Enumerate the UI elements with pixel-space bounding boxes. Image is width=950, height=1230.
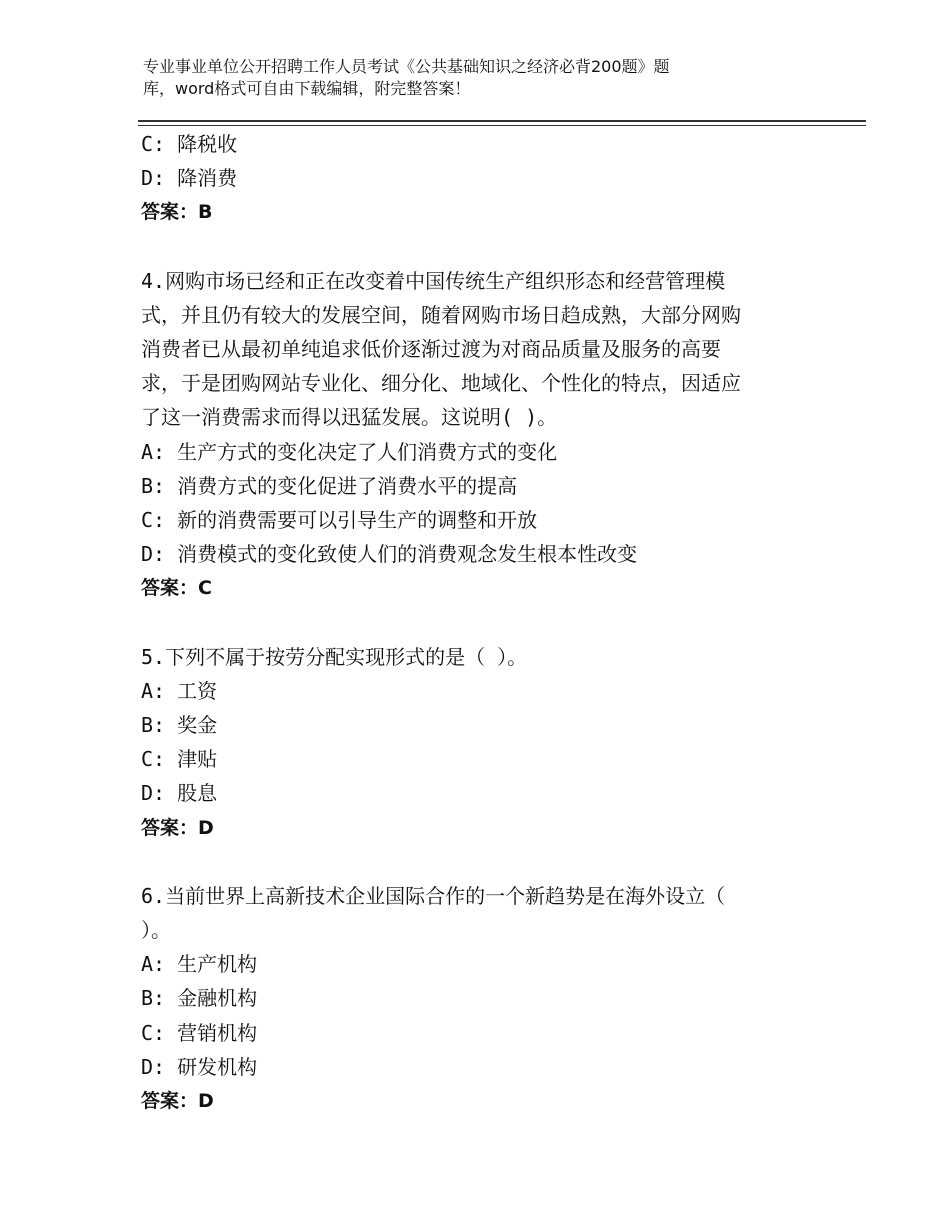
option-c: C: 新的消费需要可以引导生产的调整和开放 xyxy=(141,508,538,533)
header-rule-thick xyxy=(138,120,866,122)
question-stem-line: 6.当前世界上高新技术企业国际合作的一个新趋势是在海外设立（ xyxy=(141,883,726,908)
option-b: B: 消费方式的变化促进了消费水平的提高 xyxy=(141,473,518,498)
question-3-tail xyxy=(141,127,811,230)
question-6 xyxy=(141,879,811,1118)
page-header xyxy=(143,56,783,100)
answer-line: 答案：B xyxy=(141,201,213,224)
answer-line: 答案：D xyxy=(141,816,214,839)
question-stem-line: 5.下列不属于按劳分配实现形式的是（ ）。 xyxy=(141,644,528,669)
question-stem-line: 4.网购市场已经和正在改变着中国传统生产组织形态和经营管理模 xyxy=(141,268,726,293)
option-c: C: 营销机构 xyxy=(141,1020,258,1045)
question-stem-line: 式，并且仍有较大的发展空间，随着网购市场日趋成熟，大部分网购 xyxy=(141,302,741,327)
option-d: D: 消费模式的变化致使人们的消费观念发生根本性改变 xyxy=(141,542,638,567)
spacer xyxy=(141,606,811,640)
document-body xyxy=(141,127,811,1118)
option-d: D: 降消费 xyxy=(141,166,238,191)
option-b: B: 金融机构 xyxy=(141,986,258,1011)
option-a: A: 工资 xyxy=(141,678,218,703)
spacer xyxy=(141,230,811,264)
header-rule-thin xyxy=(138,125,866,126)
header-line-1: 专业事业单位公开招聘工作人员考试《公共基础知识之经济必背200题》题 xyxy=(143,57,670,76)
spacer xyxy=(141,845,811,879)
header-line-2: 库，word格式可自由下载编辑，附完整答案！ xyxy=(143,79,471,98)
question-stem-line: 消费者已从最初单纯追求低价逐渐过渡为对商品质量及服务的高要 xyxy=(141,337,721,362)
option-c: C: 津贴 xyxy=(141,747,218,772)
option-a: A: 生产方式的变化决定了人们消费方式的变化 xyxy=(141,439,558,464)
question-stem-line: 求，于是团购网站专业化、细分化、地域化、个性化的特点，因适应 xyxy=(141,371,741,396)
question-stem-line: ）。 xyxy=(141,918,171,943)
question-stem-line: 了这一消费需求而得以迅猛发展。这说明( )。 xyxy=(141,405,558,430)
option-d: D: 股息 xyxy=(141,781,218,806)
answer-line: 答案：C xyxy=(141,577,212,600)
question-5 xyxy=(141,640,811,845)
answer-line: 答案：D xyxy=(141,1090,214,1113)
question-4 xyxy=(141,264,811,606)
option-d: D: 研发机构 xyxy=(141,1054,258,1079)
option-b: B: 奖金 xyxy=(141,713,218,738)
option-c: C: 降税收 xyxy=(141,132,238,156)
option-a: A: 生产机构 xyxy=(141,952,258,977)
